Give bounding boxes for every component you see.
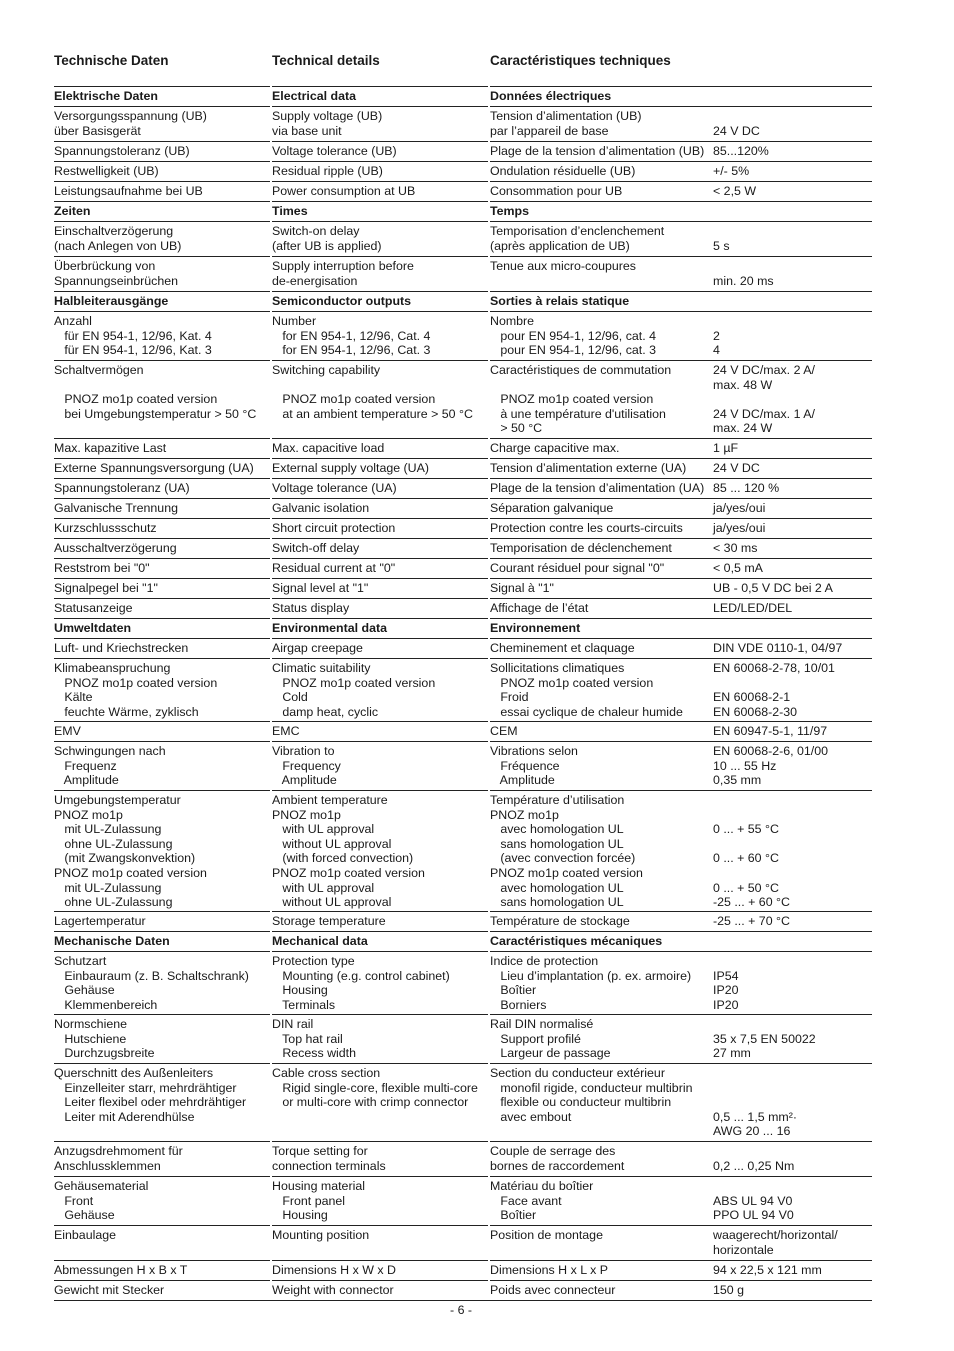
value-cell: EN 60068-2-6, 01/00 10 ... 55 Hz 0,35 mm xyxy=(713,744,829,788)
column-gap xyxy=(488,951,490,952)
column-gap xyxy=(270,161,272,162)
german-cell: Halbleiterausgänge xyxy=(54,294,169,308)
french-cell: Protection contre les courts-circuits xyxy=(490,521,683,535)
french-cell: Poids avec connecteur xyxy=(490,1283,616,1297)
column-gap xyxy=(270,478,272,479)
column-gap xyxy=(488,658,490,659)
table-row xyxy=(54,106,872,141)
german-cell: Anzahl für EN 954-1, 12/96, Kat. 4 für EN 954-1, 12/96, Kat. 3 xyxy=(54,314,212,358)
value-cell: ja/yes/oui xyxy=(713,501,766,515)
german-cell: Schwingungen nach Frequenz Amplitude xyxy=(54,744,166,788)
column-gap xyxy=(488,1225,490,1226)
column-gap xyxy=(488,638,490,639)
french-cell: Plage de la tension d’alimentation (UB) xyxy=(490,144,705,158)
german-cell: Spannungstoleranz (UA) xyxy=(54,481,190,495)
english-cell: Switch-on delay (after UB is applied) xyxy=(272,224,382,253)
german-cell: Gehäusematerial Front Gehäuse xyxy=(54,1179,149,1223)
english-cell: Power consumption at UB xyxy=(272,184,416,198)
section-header-row xyxy=(54,201,872,221)
section-header-row xyxy=(54,618,872,638)
column-gap xyxy=(270,911,272,912)
column-gap xyxy=(488,438,490,439)
value-cell: 85...120% xyxy=(713,144,769,158)
column-gap xyxy=(270,518,272,519)
column-gap xyxy=(270,291,272,292)
column-headings xyxy=(54,53,872,71)
french-cell: Dimensions H x L x P xyxy=(490,1263,608,1277)
german-cell: Einschaltverzögerung (nach Anlegen von UB) xyxy=(54,224,182,253)
column-gap xyxy=(488,618,490,619)
column-gap xyxy=(270,181,272,182)
value-cell: 85 ... 120 % xyxy=(713,481,780,495)
french-cell: Cheminement et claquage xyxy=(490,641,635,655)
french-cell: Données électriques xyxy=(490,89,612,103)
german-cell: Elektrische Daten xyxy=(54,89,158,103)
value-cell: < 30 ms xyxy=(713,541,758,555)
german-cell: Einbaulage xyxy=(54,1228,117,1242)
column-gap xyxy=(488,790,490,791)
french-cell: Température de stockage xyxy=(490,914,630,928)
french-cell: Tenue aux micro-coupures xyxy=(490,259,637,273)
value-cell: DIN VDE 0110-1, 04/97 xyxy=(713,641,843,655)
column-gap xyxy=(270,201,272,202)
column-gap xyxy=(488,911,490,912)
column-gap xyxy=(270,360,272,361)
german-cell: Umweltdaten xyxy=(54,621,132,635)
english-cell: Protection type Mounting (e.g. control cabinet) Housing Terminals xyxy=(272,954,450,1012)
column-gap xyxy=(488,458,490,459)
english-cell: Mounting position xyxy=(272,1228,370,1242)
german-cell: Anzugsdrehmoment für Anschlussklemmen xyxy=(54,1144,183,1173)
german-cell: Spannungstoleranz (UB) xyxy=(54,144,190,158)
french-cell: Tension d’alimentation (UB) par l’appareil de base xyxy=(490,109,642,138)
column-gap xyxy=(488,931,490,932)
column-gap xyxy=(488,86,490,87)
german-cell: Überbrückung von Spannungseinbrüchen xyxy=(54,259,179,288)
column-gap xyxy=(270,141,272,142)
column-gap xyxy=(488,518,490,519)
english-cell: DIN rail Top hat rail Recess width xyxy=(272,1017,357,1061)
table-row xyxy=(54,658,872,721)
english-cell: Status display xyxy=(272,601,350,615)
column-gap xyxy=(270,931,272,932)
column-gap xyxy=(270,311,272,312)
english-cell: Signal level at "1" xyxy=(272,581,369,595)
french-cell: Ondulation résiduelle (UB) xyxy=(490,164,636,178)
column-gap xyxy=(270,538,272,539)
french-cell: Sollicitations climatiques PNOZ mo1p coated version Froid essai cyclique de chaleur humide xyxy=(490,661,683,719)
column-gap xyxy=(488,1014,490,1015)
column-gap xyxy=(488,360,490,361)
column-gap xyxy=(488,141,490,142)
french-cell: Affichage de l’état xyxy=(490,601,589,615)
column-gap xyxy=(270,458,272,459)
english-cell: Galvanic isolation xyxy=(272,501,370,515)
value-cell: 150 g xyxy=(713,1283,745,1297)
column-gap xyxy=(488,478,490,479)
french-cell: Rail DIN normalisé Support profilé Largeur de passage xyxy=(490,1017,611,1061)
column-gap xyxy=(488,1063,490,1064)
column-gap xyxy=(270,658,272,659)
german-cell: Max. kapazitive Last xyxy=(54,441,167,455)
value-cell: IP54 IP20 IP20 xyxy=(713,968,739,1012)
french-cell: CEM xyxy=(490,724,518,738)
table-row xyxy=(54,538,872,558)
table-row xyxy=(54,1141,872,1176)
english-cell: Weight with connector xyxy=(272,1283,394,1297)
table-row xyxy=(54,438,872,458)
german-cell: Gewicht mit Stecker xyxy=(54,1283,165,1297)
column-gap xyxy=(488,311,490,312)
english-cell: Torque setting for connection terminals xyxy=(272,1144,386,1173)
column-gap xyxy=(488,221,490,222)
table-row xyxy=(54,311,872,360)
table-row xyxy=(54,790,872,911)
column-gap xyxy=(488,201,490,202)
english-cell: Housing material Front panel Housing xyxy=(272,1179,365,1223)
value-cell: 0,5 ... 1,5 mm²· AWG 20 ... 16 xyxy=(713,1109,797,1139)
german-cell: Signalpegel bei "1" xyxy=(54,581,158,595)
column-gap xyxy=(488,721,490,722)
table-row xyxy=(54,1225,872,1260)
french-cell: Section du conducteur extérieur monofil rigide, conducteur multibrin flexible ou conducteur multibrin avec embout xyxy=(490,1066,693,1124)
table-row xyxy=(54,1176,872,1225)
column-gap xyxy=(488,741,490,742)
table-row xyxy=(54,638,872,658)
english-cell: Dimensions H x W x D xyxy=(272,1263,396,1277)
column-gap xyxy=(270,1014,272,1015)
english-cell: Residual ripple (UB) xyxy=(272,164,383,178)
french-cell: Position de montage xyxy=(490,1228,603,1242)
german-cell: Galvanische Trennung xyxy=(54,501,178,515)
english-cell: Ambient temperature PNOZ mo1p with UL approval without UL approval (with forced convection) PNOZ mo1p coated version with UL approval without UL approval xyxy=(272,793,425,910)
german-cell: Querschnitt des Außenleiters Einzelleiter starr, mehrdrähtiger Leiter flexibel oder mehrdrähtiger Leiter mit Aderendhülse xyxy=(54,1066,247,1124)
value-cell: 94 x 22,5 x 121 mm xyxy=(713,1263,822,1277)
value-cell: 0,2 ... 0,25 Nm xyxy=(713,1158,795,1173)
value-cell: < 2,5 W xyxy=(713,184,757,198)
column-gap xyxy=(270,558,272,559)
german-cell: Luft- und Kriechstrecken xyxy=(54,641,189,655)
section-header-row xyxy=(54,291,872,311)
english-cell: Switch-off delay xyxy=(272,541,360,555)
english-cell: Voltage tolerance (UB) xyxy=(272,144,397,158)
heading-french: Caractéristiques techniques xyxy=(490,53,671,68)
german-cell: EMV xyxy=(54,724,81,738)
german-cell: Reststrom bei "0" xyxy=(54,561,150,575)
french-cell: Plage de la tension d’alimentation (UA) xyxy=(490,481,705,495)
french-cell: Couple de serrage des bornes de raccordement xyxy=(490,1144,625,1173)
german-cell: Normschiene Hutschiene Durchzugsbreite xyxy=(54,1017,155,1061)
column-gap xyxy=(270,721,272,722)
french-cell: Consommation pour UB xyxy=(490,184,623,198)
french-cell: Environnement xyxy=(490,621,581,635)
column-gap xyxy=(488,1141,490,1142)
table-row xyxy=(54,1063,872,1141)
french-cell: Courant résiduel pour signal "0" xyxy=(490,561,665,575)
table-row xyxy=(54,1260,872,1280)
english-cell: External supply voltage (UA) xyxy=(272,461,430,475)
english-cell: Airgap creepage xyxy=(272,641,363,655)
table-row xyxy=(54,141,872,161)
column-gap xyxy=(488,578,490,579)
column-gap xyxy=(270,1280,272,1281)
table-row xyxy=(54,256,872,291)
table-row xyxy=(54,518,872,538)
english-cell: Mechanical data xyxy=(272,934,368,948)
french-cell: Caractéristiques de commutation PNOZ mo1p coated version à une température d'utilisation > 50 °C xyxy=(490,363,672,436)
column-gap xyxy=(270,86,272,87)
english-cell: Number for EN 954-1, 12/96, Cat. 4 for EN 954-1, 12/96, Cat. 3 xyxy=(272,314,431,358)
english-cell: Switching capability PNOZ mo1p coated version at an ambient temperature > 50 °C xyxy=(272,363,473,421)
english-cell: Electrical data xyxy=(272,89,357,103)
table-row xyxy=(54,360,872,438)
value-cell: -25 ... + 70 °C xyxy=(713,914,790,928)
heading-german: Technische Daten xyxy=(54,53,169,68)
column-gap xyxy=(270,438,272,439)
column-gap xyxy=(488,1176,490,1177)
value-cell: 35 x 7,5 EN 50022 27 mm xyxy=(713,1031,816,1061)
value-cell: EN 60947-5-1, 11/97 xyxy=(713,724,828,738)
english-cell: Vibration to Frequency Amplitude xyxy=(272,744,341,788)
english-cell: Environmental data xyxy=(272,621,387,635)
french-cell: Matériau du boîtier Face avant Boîtier xyxy=(490,1179,594,1223)
value-cell: EN 60068-2-78, 10/01 EN 60068-2-1 EN 60068-2-30 xyxy=(713,661,835,719)
german-cell: Lagertemperatur xyxy=(54,914,146,928)
column-gap xyxy=(488,106,490,107)
table-row xyxy=(54,458,872,478)
column-gap xyxy=(270,951,272,952)
french-cell: Nombre pour EN 954-1, 12/96, cat. 4 pour EN 954-1, 12/96, cat. 3 xyxy=(490,314,656,358)
value-cell: 24 V DC/max. 2 A/ max. 48 W 24 V DC/max. 1 A/ max. 24 W xyxy=(713,363,815,436)
table-row xyxy=(54,221,872,256)
german-cell: Ausschaltverzögerung xyxy=(54,541,177,555)
german-cell: Zeiten xyxy=(54,204,91,218)
german-cell: Klimabeanspruchung PNOZ mo1p coated version Kälte feuchte Wärme, zyklisch xyxy=(54,661,218,719)
english-cell: EMC xyxy=(272,724,300,738)
column-gap xyxy=(270,618,272,619)
column-gap xyxy=(488,161,490,162)
value-cell: +/- 5% xyxy=(713,164,750,178)
column-gap xyxy=(270,106,272,107)
value-cell: UB - 0,5 V DC bei 2 A xyxy=(713,581,833,595)
column-gap xyxy=(270,256,272,257)
heading-english: Technical details xyxy=(272,53,380,68)
french-cell: Charge capacitive max. xyxy=(490,441,620,455)
french-cell: Sorties à relais statique xyxy=(490,294,630,308)
column-gap xyxy=(270,1141,272,1142)
english-cell: Supply interruption before de-energisation xyxy=(272,259,414,288)
column-gap xyxy=(488,256,490,257)
english-cell: Times xyxy=(272,204,308,218)
value-cell: 1 µF xyxy=(713,441,739,455)
column-gap xyxy=(488,538,490,539)
english-cell: Max. capacitive load xyxy=(272,441,385,455)
value-cell: 24 V DC xyxy=(713,461,760,475)
german-cell: Externe Spannungsversorgung (UA) xyxy=(54,461,254,475)
french-cell: Tension d’alimentation externe (UA) xyxy=(490,461,687,475)
column-gap xyxy=(270,790,272,791)
column-gap xyxy=(270,221,272,222)
german-cell: Leistungsaufnahme bei UB xyxy=(54,184,203,198)
value-cell: ja/yes/oui xyxy=(713,521,766,535)
german-cell: Kurzschlussschutz xyxy=(54,521,157,535)
french-cell: Temporisation d’enclenchement (après application de UB) xyxy=(490,224,665,253)
german-cell: Schutzart Einbauraum (z. B. Schaltschrank) Gehäuse Klemmenbereich xyxy=(54,954,249,1012)
column-gap xyxy=(270,1260,272,1261)
german-cell: Restwelligkeit (UB) xyxy=(54,164,159,178)
table-row xyxy=(54,498,872,518)
english-cell: Cable cross section Rigid single-core, flexible multi-core or multi-core with crimp connector xyxy=(272,1066,478,1110)
value-cell: min. 20 ms xyxy=(713,273,774,288)
german-cell: Umgebungstemperatur PNOZ mo1p mit UL-Zulassung ohne UL-Zulassung (mit Zwangskonvektion) PNOZ mo1p coated version mit UL-Zulassung ohne UL-Zulassung xyxy=(54,793,207,910)
column-gap xyxy=(488,598,490,599)
column-gap xyxy=(270,1063,272,1064)
table-row xyxy=(54,951,872,1014)
french-cell: Température d’utilisation PNOZ mo1p avec homologation UL sans homologation UL (avec convection forcée) PNOZ mo1p coated version avec homologation UL sans homologation UL xyxy=(490,793,643,910)
german-cell: Versorgungsspannung (UB) über Basisgerät xyxy=(54,109,207,138)
table-row xyxy=(54,558,872,578)
value-cell: 2 4 xyxy=(713,328,720,358)
french-cell: Temporisation de déclenchement xyxy=(490,541,672,555)
value-cell: 0 ... + 55 °C 0 ... + 60 °C 0 ... + 50 °C -25 ... + 60 °C xyxy=(713,822,790,910)
value-cell: < 0,5 mA xyxy=(713,561,763,575)
column-gap xyxy=(488,498,490,499)
table-row xyxy=(54,598,872,618)
german-cell: Schaltvermögen PNOZ mo1p coated version bei Umgebungstemperatur > 50 °C xyxy=(54,363,257,421)
page-number: - 6 - xyxy=(450,1303,473,1317)
german-cell: Mechanische Daten xyxy=(54,934,170,948)
value-cell: 5 s xyxy=(713,238,730,253)
column-gap xyxy=(270,1176,272,1177)
table-row xyxy=(54,181,872,201)
english-cell: Voltage tolerance (UA) xyxy=(272,481,397,495)
column-gap xyxy=(270,638,272,639)
column-gap xyxy=(488,181,490,182)
column-gap xyxy=(270,1225,272,1226)
value-cell: LED/LED/DEL xyxy=(713,601,793,615)
column-gap xyxy=(488,1260,490,1261)
english-cell: Short circuit protection xyxy=(272,521,396,535)
french-cell: Séparation galvanique xyxy=(490,501,614,515)
column-gap xyxy=(270,598,272,599)
table-row xyxy=(54,161,872,181)
french-cell: Signal à "1" xyxy=(490,581,554,595)
table-row xyxy=(54,911,872,931)
english-cell: Climatic suitability PNOZ mo1p coated version Cold damp heat, cyclic xyxy=(272,661,436,719)
value-cell: waagerecht/horizontal/ horizontale xyxy=(713,1228,838,1257)
table-row xyxy=(54,721,872,741)
column-gap xyxy=(270,498,272,499)
column-gap xyxy=(488,558,490,559)
table-row xyxy=(54,1280,872,1301)
table-row xyxy=(54,1014,872,1063)
french-cell: Vibrations selon Fréquence Amplitude xyxy=(490,744,578,788)
section-header-row xyxy=(54,931,872,951)
section-header-row xyxy=(54,86,872,106)
column-gap xyxy=(270,741,272,742)
german-cell: Abmessungen H x B x T xyxy=(54,1263,188,1277)
english-cell: Storage temperature xyxy=(272,914,386,928)
column-gap xyxy=(488,1280,490,1281)
english-cell: Semiconductor outputs xyxy=(272,294,412,308)
table-row xyxy=(54,478,872,498)
column-gap xyxy=(270,578,272,579)
table-row xyxy=(54,741,872,790)
value-cell: 24 V DC xyxy=(713,123,760,138)
english-cell: Supply voltage (UB) via base unit xyxy=(272,109,383,138)
technical-data-table xyxy=(54,86,872,1301)
french-cell: Temps xyxy=(490,204,530,218)
table-row xyxy=(54,578,872,598)
value-cell: ABS UL 94 V0 PPO UL 94 V0 xyxy=(713,1193,794,1223)
german-cell: Statusanzeige xyxy=(54,601,133,615)
column-gap xyxy=(488,291,490,292)
french-cell: Indice de protection Lieu d’implantation (p. ex. armoire) Boîtier Borniers xyxy=(490,954,692,1012)
french-cell: Caractéristiques mécaniques xyxy=(490,934,663,948)
english-cell: Residual current at "0" xyxy=(272,561,396,575)
